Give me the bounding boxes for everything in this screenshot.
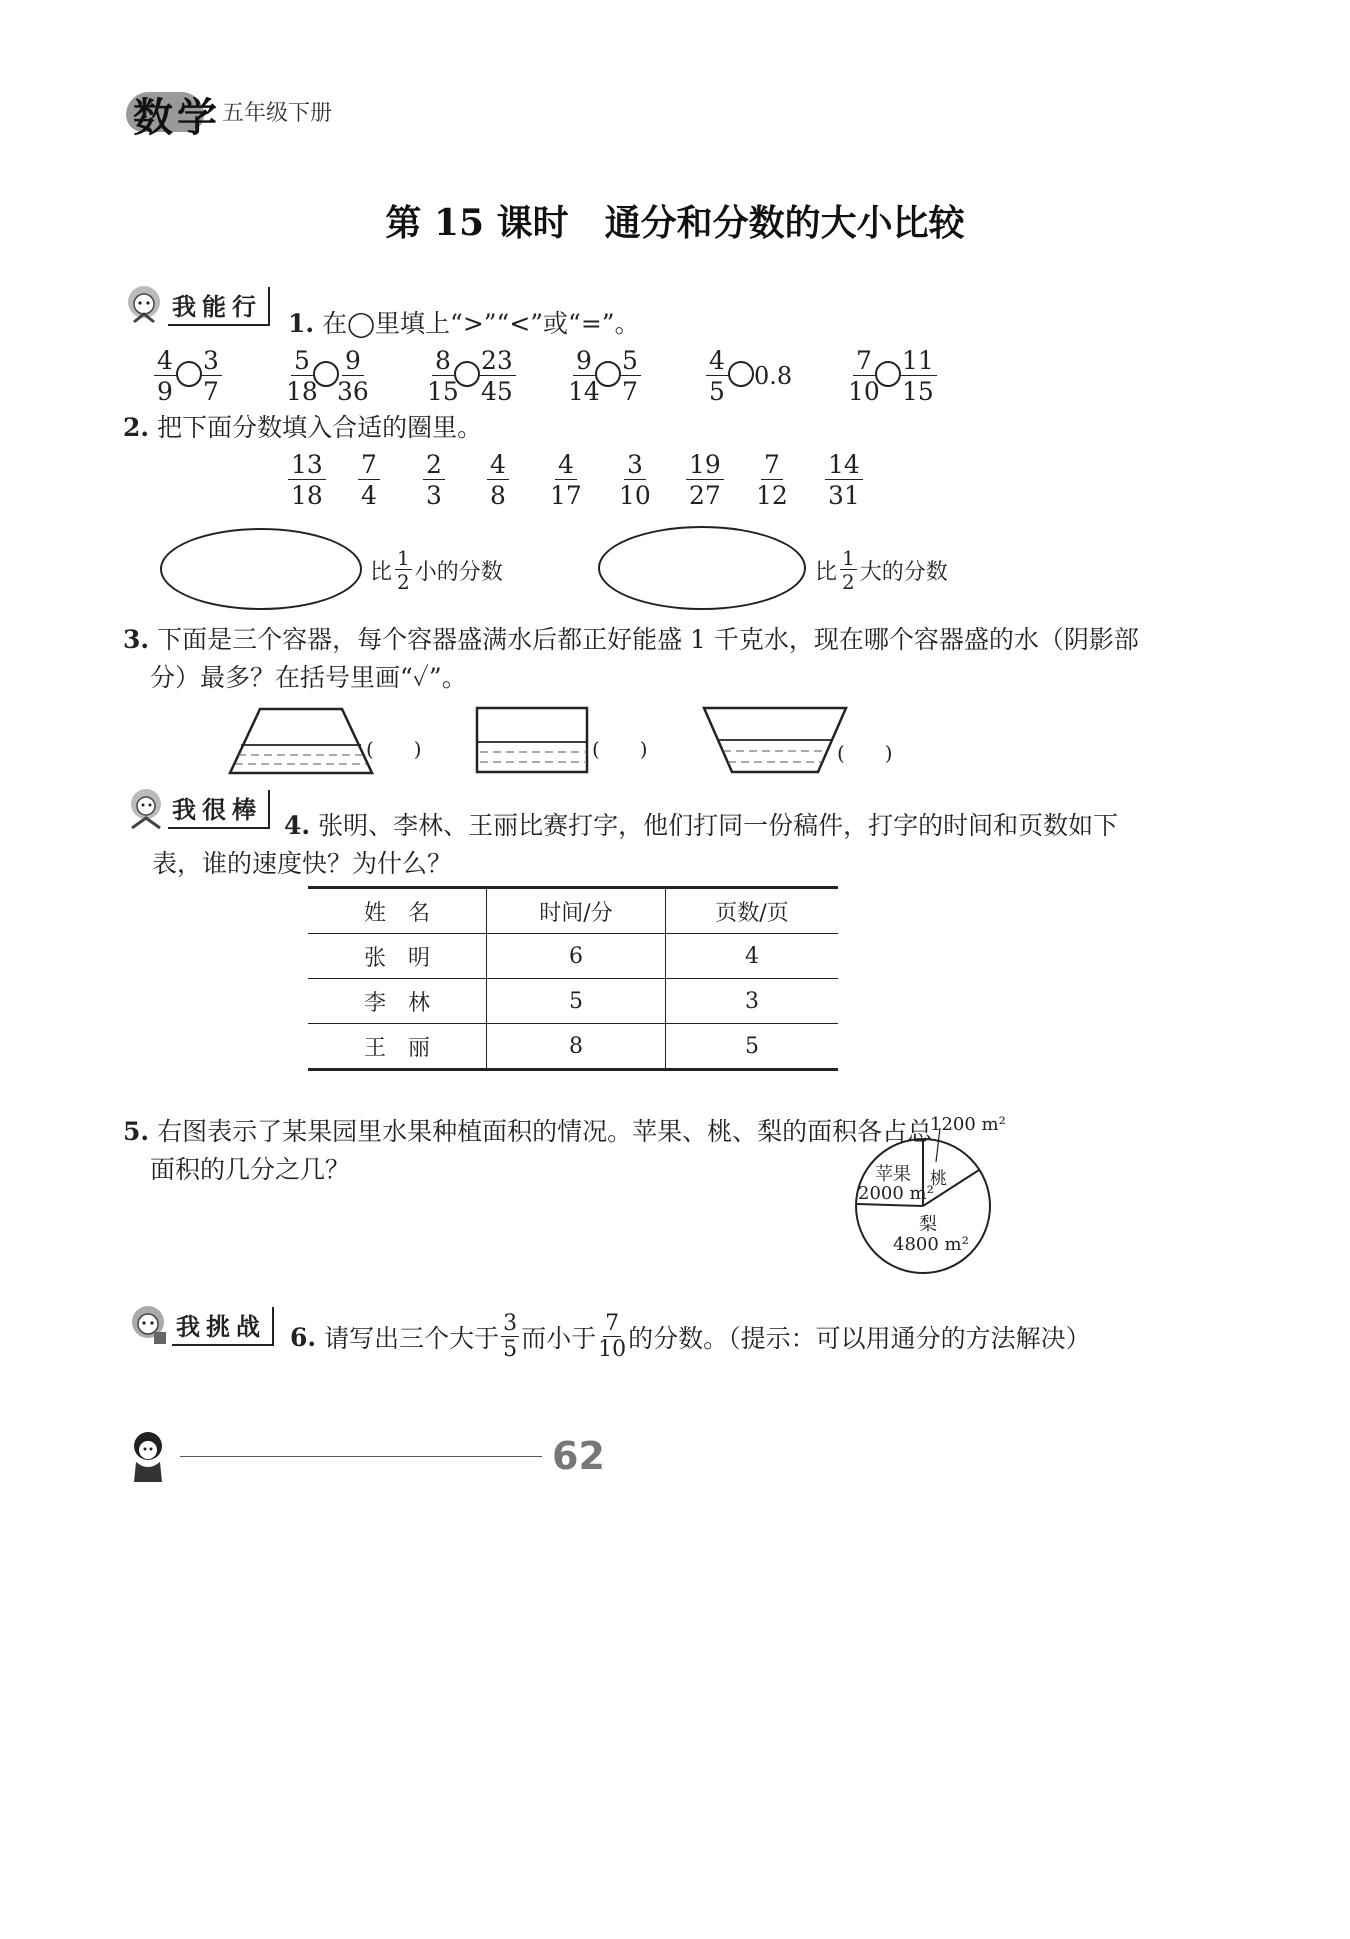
answer-circle[interactable] [728, 361, 754, 387]
peach-area-label: 1200 m² [930, 1114, 1006, 1135]
answer-circle[interactable] [595, 361, 621, 387]
badge-wo-hen-bang [124, 786, 270, 832]
q5-number: 5. [123, 1117, 150, 1146]
table-header: 时间/分 [487, 888, 666, 934]
apple-area-label: 2000 m² [858, 1183, 934, 1204]
table-cell: 8 [487, 1024, 666, 1070]
fraction: 23 45 [478, 348, 516, 404]
q2-prompt [123, 408, 482, 444]
table-header: 姓 名 [308, 888, 487, 934]
q5-line2: 面积的几分之几？ [150, 1155, 351, 1184]
q6-prompt: 6. 请写出三个大于 3 5 而小于 7 10 的分数。（提示：可以用通分的方法解决） [290, 1311, 1091, 1362]
header-grade: 五年级下册 [222, 101, 333, 126]
answer-circle[interactable] [313, 361, 339, 387]
table-cell: 4 [666, 934, 839, 979]
fraction: 3 10 [619, 450, 651, 510]
container-diagram-3 [700, 706, 850, 776]
table-cell: 王 丽 [308, 1024, 487, 1070]
badge-label: 我挑战 [172, 1307, 274, 1346]
answer-circle[interactable] [454, 361, 480, 387]
page-title: 第 15 课时 通分和分数的大小比较 [385, 202, 965, 244]
fraction: 8 15 [427, 346, 459, 406]
fraction: 4 5 [706, 348, 728, 404]
table-cell: 5 [487, 979, 666, 1024]
fraction: 1 2 [397, 546, 410, 594]
fraction: 19 27 [686, 452, 724, 508]
less-than-half-oval[interactable] [160, 528, 362, 610]
container-diagram-1 [226, 705, 376, 777]
answer-paren-2[interactable]: ( ) [592, 737, 648, 761]
table-cell: 张 明 [308, 934, 487, 979]
decimal-value: 0.8 [754, 362, 793, 390]
table-row [308, 979, 838, 1024]
greater-than-half-oval[interactable] [598, 526, 806, 610]
q4-number: 4. [284, 811, 311, 840]
q1-text: 在◯里填上“>”“<”或“=”。 [322, 309, 640, 338]
footer-rule [180, 1456, 542, 1457]
table-header-row [308, 888, 838, 934]
q1-number: 1. [288, 309, 315, 338]
fraction: 7 4 [358, 452, 380, 508]
mascot-icon [124, 786, 168, 832]
badge-wo-neng-xing [120, 282, 270, 330]
q2-text: 把下面分数填入合适的圈里。 [157, 413, 483, 442]
peach-name-label: 桃 [930, 1169, 947, 1189]
fraction: 2 3 [423, 452, 445, 508]
less-than-half-label: 比 1 2 小的分数 [370, 546, 503, 594]
table-cell: 5 [666, 1024, 839, 1070]
fraction: 4 9 [154, 348, 176, 404]
fraction: 7 10 [848, 346, 880, 406]
q3-line1: 3. 下面是三个容器，每个容器盛满水后都正好能盛 1 千克水，现在哪个容器盛的水（阴影部 [123, 625, 1139, 654]
fraction: 4 8 [487, 452, 509, 508]
fraction: 4 17 [550, 450, 582, 510]
footer-mascot-icon [122, 1428, 178, 1488]
typing-table [308, 886, 838, 1071]
fraction: 7 10 [598, 1311, 627, 1362]
apple-name-label: 苹果 [875, 1164, 911, 1185]
table-row [308, 1024, 838, 1070]
fraction: 3 5 [503, 1311, 518, 1362]
fraction: 11 15 [899, 348, 937, 404]
mascot-icon [124, 1302, 172, 1350]
badge-label: 我很棒 [168, 790, 270, 829]
q4-line1: 4. 张明、李林、王丽比赛打字，他们打同一份稿件，打字的时间和页数如下 [284, 811, 1119, 840]
greater-than-half-label: 比 1 2 大的分数 [815, 546, 948, 594]
fraction: 13 18 [288, 452, 326, 508]
fraction: 5 7 [619, 348, 641, 404]
answer-paren-3[interactable]: ( ) [837, 741, 893, 765]
container-diagram-2 [475, 706, 589, 776]
table-header: 页数/页 [666, 888, 839, 934]
answer-paren-1[interactable]: ( ) [366, 737, 422, 761]
pear-area-label: 4800 m² [893, 1234, 969, 1255]
table-cell: 3 [666, 979, 839, 1024]
answer-circle[interactable] [875, 361, 901, 387]
badge-label: 我能行 [168, 287, 270, 326]
q2-number: 2. [123, 413, 150, 442]
fraction: 14 31 [825, 452, 863, 508]
fraction: 5 18 [286, 346, 318, 406]
fraction: 3 7 [200, 348, 222, 404]
q5-line1: 5. 右图表示了某果园里水果种植面积的情况。苹果、桃、梨的面积各占总 [123, 1117, 933, 1146]
fraction: 7 12 [756, 450, 788, 510]
page-number: 62 [552, 1434, 605, 1478]
header-subject: 数学 [133, 95, 221, 141]
table-cell: 6 [487, 934, 666, 979]
mascot-icon [120, 282, 168, 330]
orchard-pie-chart [850, 1110, 1006, 1280]
answer-circle[interactable] [176, 361, 202, 387]
q4-line2: 表，谁的速度快？为什么？ [152, 849, 453, 878]
pear-name-label: 梨 [919, 1214, 937, 1235]
table-row [308, 934, 838, 979]
fraction: 9 36 [337, 346, 369, 406]
q6-number: 6. [290, 1322, 317, 1352]
fraction: 1 2 [842, 546, 855, 594]
fraction: 9 14 [568, 346, 600, 406]
q3-line2: 分）最多？在括号里画“✓”。 [150, 663, 467, 692]
badge-wo-tiao-zhan [124, 1302, 274, 1350]
table-cell: 李 林 [308, 979, 487, 1024]
q1-prompt [288, 304, 640, 340]
q3-number: 3. [123, 625, 150, 654]
